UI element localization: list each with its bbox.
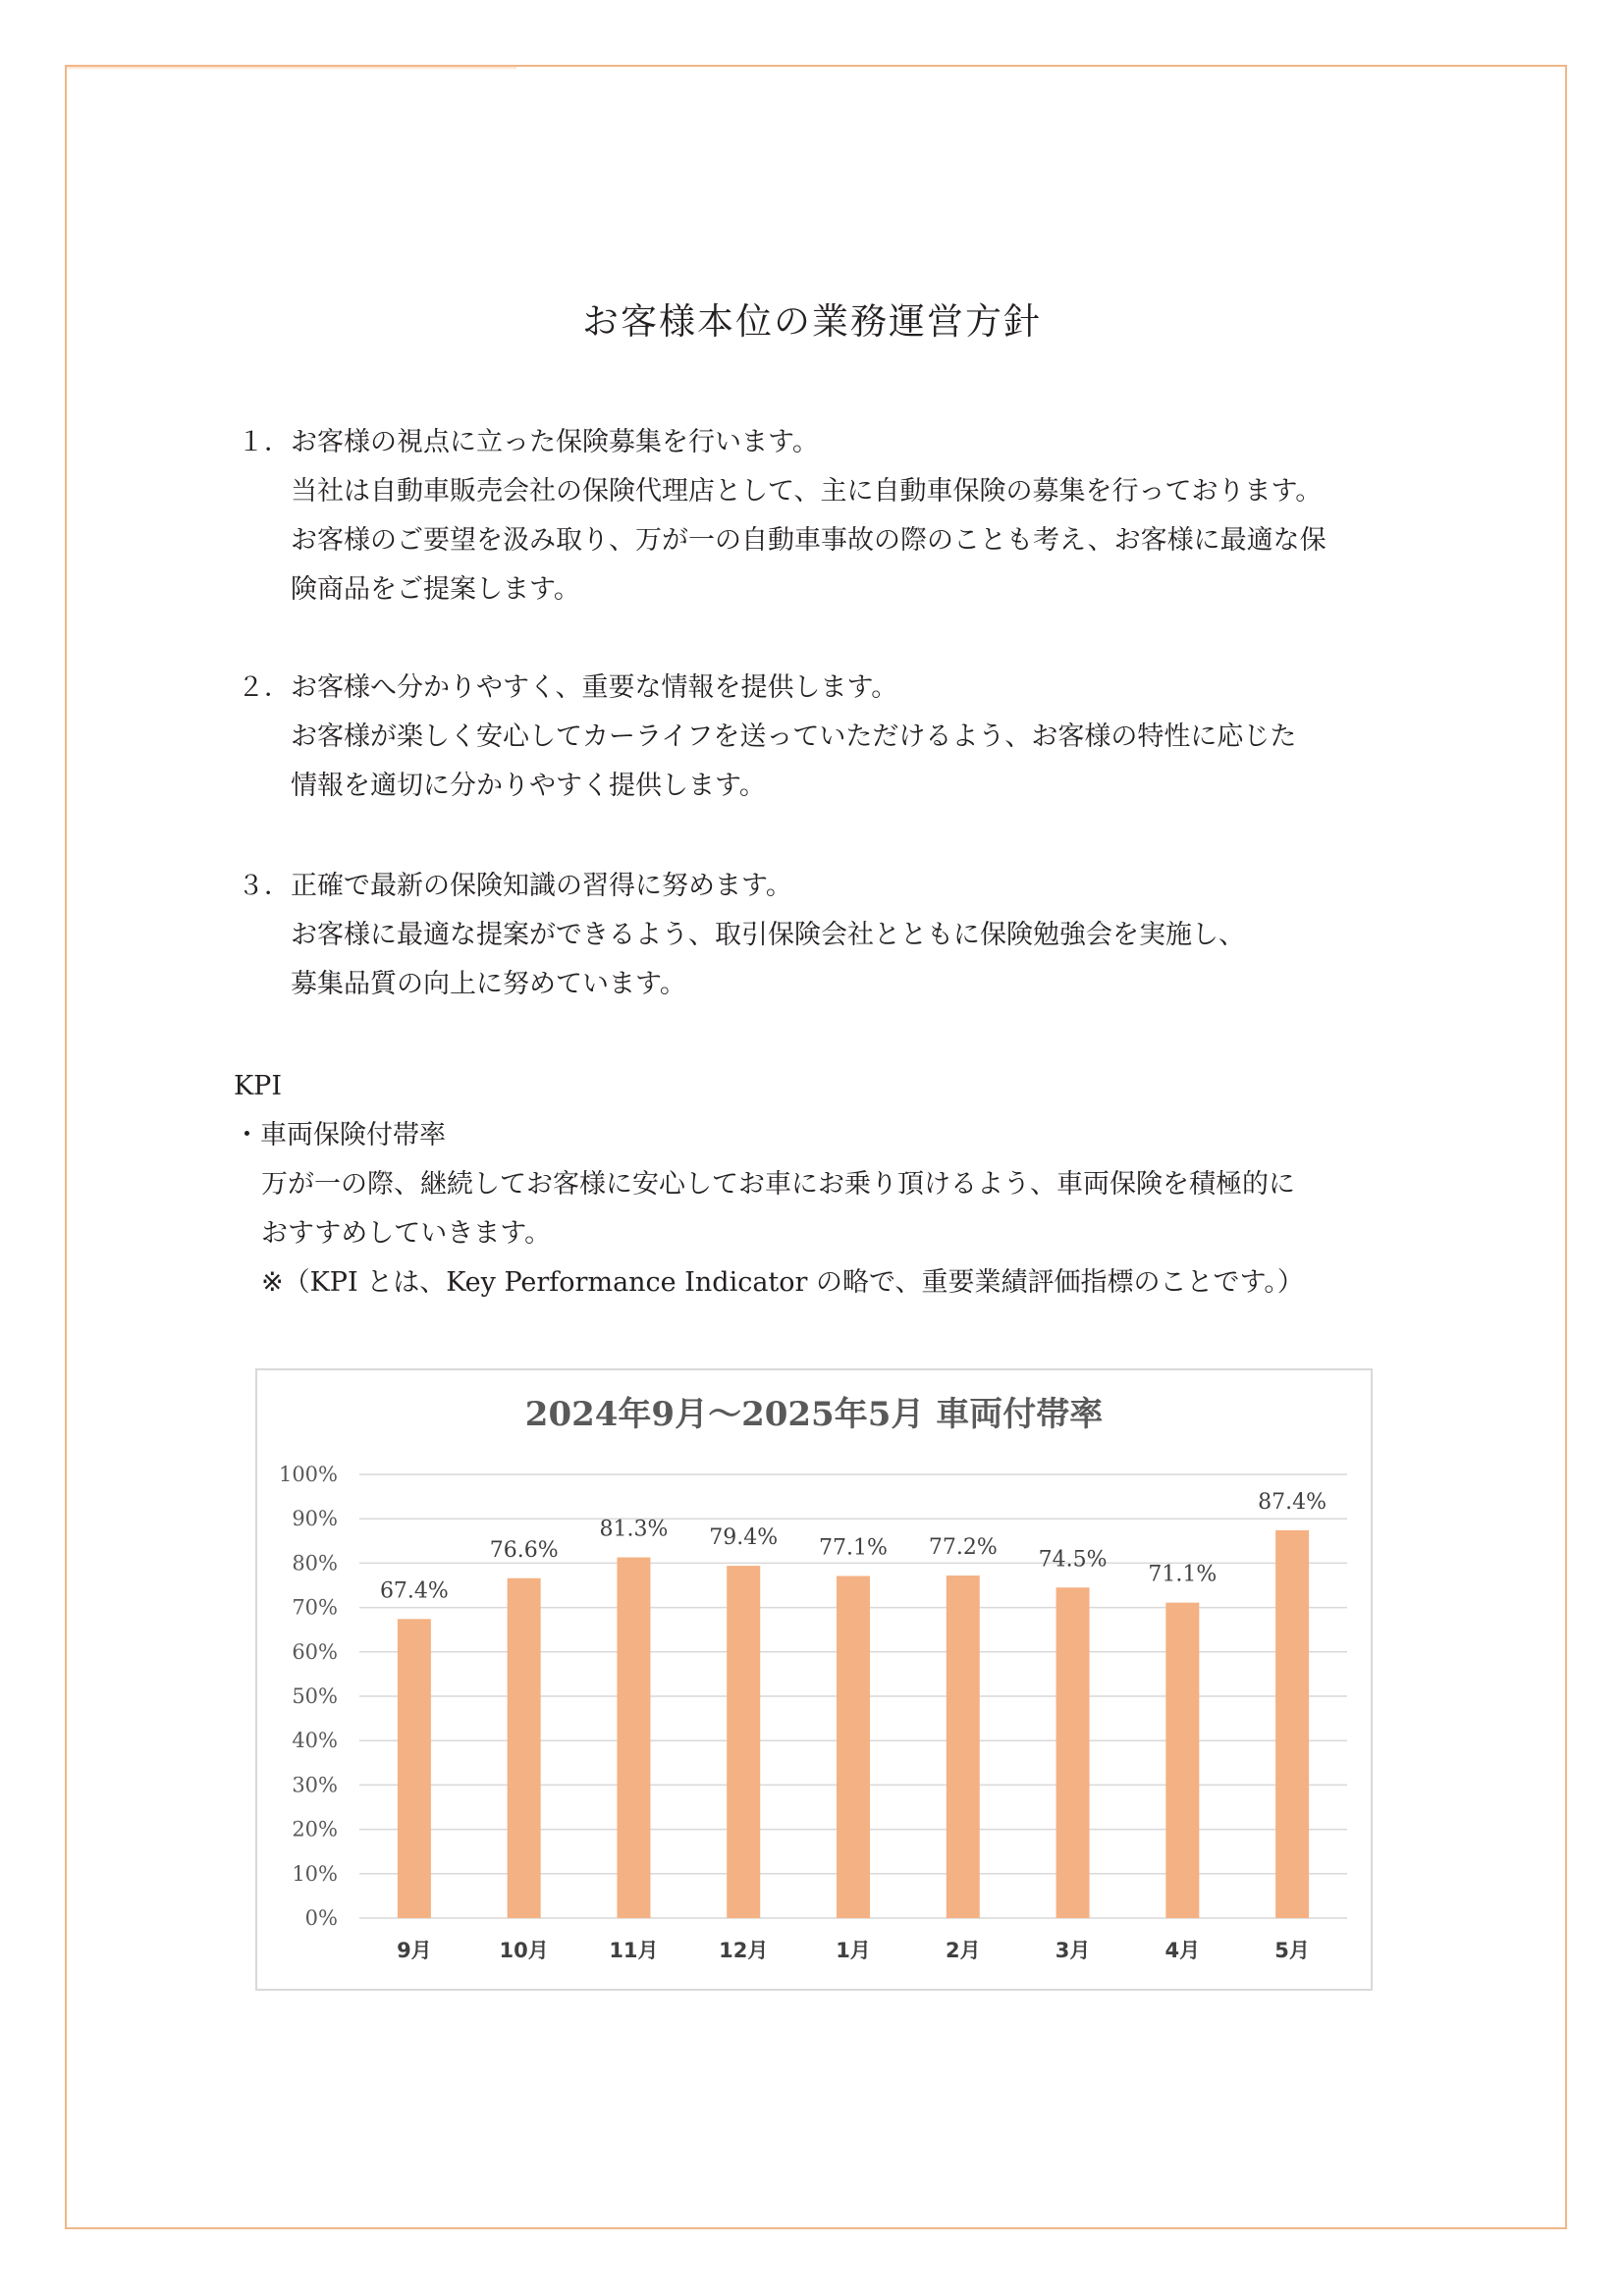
bar xyxy=(727,1566,760,1918)
data-label: 77.1% xyxy=(819,1535,888,1561)
section-number: ２． xyxy=(238,672,291,703)
x-tick-label: 4月 xyxy=(1164,1939,1201,1962)
data-label: 77.2% xyxy=(928,1535,998,1561)
section-line: お客様に最適な提案ができるよう、取引保険会社とともに保険勉強会を実施し、 xyxy=(291,920,1245,950)
section-number: １． xyxy=(238,427,291,457)
x-tick-label: 10月 xyxy=(499,1939,549,1962)
kpi-line: おすすめしていきます。 xyxy=(261,1218,552,1249)
data-label: 71.1% xyxy=(1148,1562,1218,1587)
y-tick-label: 40% xyxy=(292,1729,338,1753)
y-tick-label: 10% xyxy=(292,1861,338,1886)
y-tick-label: 100% xyxy=(278,1463,338,1486)
kpi-item: ・車両保険付帯率 xyxy=(234,1120,446,1150)
section-line: お客様のご要望を汲み取り、万が一の自動車事故の際のことも考え、お客様に最適な保 xyxy=(291,525,1326,556)
x-tick-label: 2月 xyxy=(945,1939,981,1962)
x-tick-label: 5月 xyxy=(1274,1939,1310,1962)
kpi-chart xyxy=(255,1368,1373,1991)
policy-section-1 xyxy=(238,418,1416,614)
policy-section-2 xyxy=(238,664,1416,811)
bar xyxy=(398,1619,431,1918)
y-tick-label: 30% xyxy=(292,1773,338,1797)
chart-title: 2024年9月～2025年5月 車両付帯率 xyxy=(524,1395,1104,1434)
section-body xyxy=(238,467,1416,614)
section-title: お客様へ分かりやすく、重要な情報を提供します。 xyxy=(291,672,898,703)
y-tick-label: 80% xyxy=(292,1551,338,1575)
page-title: お客様本位の業務運営方針 xyxy=(582,300,1042,343)
section-heading xyxy=(238,418,1416,467)
section-line: 募集品質の向上に努めています。 xyxy=(291,969,686,999)
bar-chart-svg xyxy=(257,1370,1371,1989)
data-label: 81.3% xyxy=(599,1517,669,1542)
y-tick-label: 0% xyxy=(304,1906,338,1930)
bar xyxy=(837,1576,870,1918)
data-label: 87.4% xyxy=(1258,1489,1327,1515)
x-tick-label: 1月 xyxy=(836,1939,871,1962)
bar xyxy=(617,1558,650,1918)
bar xyxy=(1275,1530,1309,1918)
section-heading xyxy=(238,664,1416,713)
x-tick-label: 9月 xyxy=(397,1939,432,1962)
y-tick-label: 70% xyxy=(292,1595,338,1620)
section-body xyxy=(238,911,1416,1009)
data-label: 67.4% xyxy=(379,1578,449,1604)
section-line: 険商品をご提案します。 xyxy=(291,574,580,605)
kpi-heading: KPI xyxy=(234,1071,283,1101)
y-tick-label: 20% xyxy=(292,1817,338,1842)
policy-section-3 xyxy=(238,862,1416,1009)
data-label: 74.5% xyxy=(1038,1547,1108,1573)
x-tick-label: 12月 xyxy=(719,1939,769,1962)
y-tick-label: 60% xyxy=(292,1639,338,1664)
x-tick-label: 11月 xyxy=(609,1939,659,1962)
section-heading xyxy=(238,862,1416,911)
bar xyxy=(947,1575,980,1918)
section-line: お客様が楽しく安心してカーライフを送っていただけるよう、お客様の特性に応じた xyxy=(291,721,1297,752)
y-tick-label: 90% xyxy=(292,1507,338,1531)
section-body xyxy=(238,713,1416,811)
kpi-section xyxy=(234,1062,1304,1308)
section-number: ３． xyxy=(238,871,291,901)
kpi-line: ※（KPI とは、Key Performance Indicator の略で、重要業績評価指標のことです。） xyxy=(261,1267,1304,1298)
kpi-line: 万が一の際、継続してお客様に安心してお車にお乗り頂けるよう、車両保険を積極的に xyxy=(261,1169,1295,1200)
data-label: 76.6% xyxy=(489,1537,559,1563)
bar xyxy=(508,1578,541,1918)
section-title: 正確で最新の保険知識の習得に努めます。 xyxy=(291,871,792,901)
section-title: お客様の視点に立った保険募集を行います。 xyxy=(291,427,819,457)
section-line: 情報を適切に分かりやすく提供します。 xyxy=(291,771,766,801)
section-line: 当社は自動車販売会社の保険代理店として、主に自動車保険の募集を行っております。 xyxy=(291,476,1323,507)
bar xyxy=(1165,1603,1199,1918)
data-label: 79.4% xyxy=(709,1525,779,1551)
x-tick-label: 3月 xyxy=(1055,1939,1091,1962)
y-tick-label: 50% xyxy=(292,1684,338,1708)
bar xyxy=(1056,1587,1090,1918)
